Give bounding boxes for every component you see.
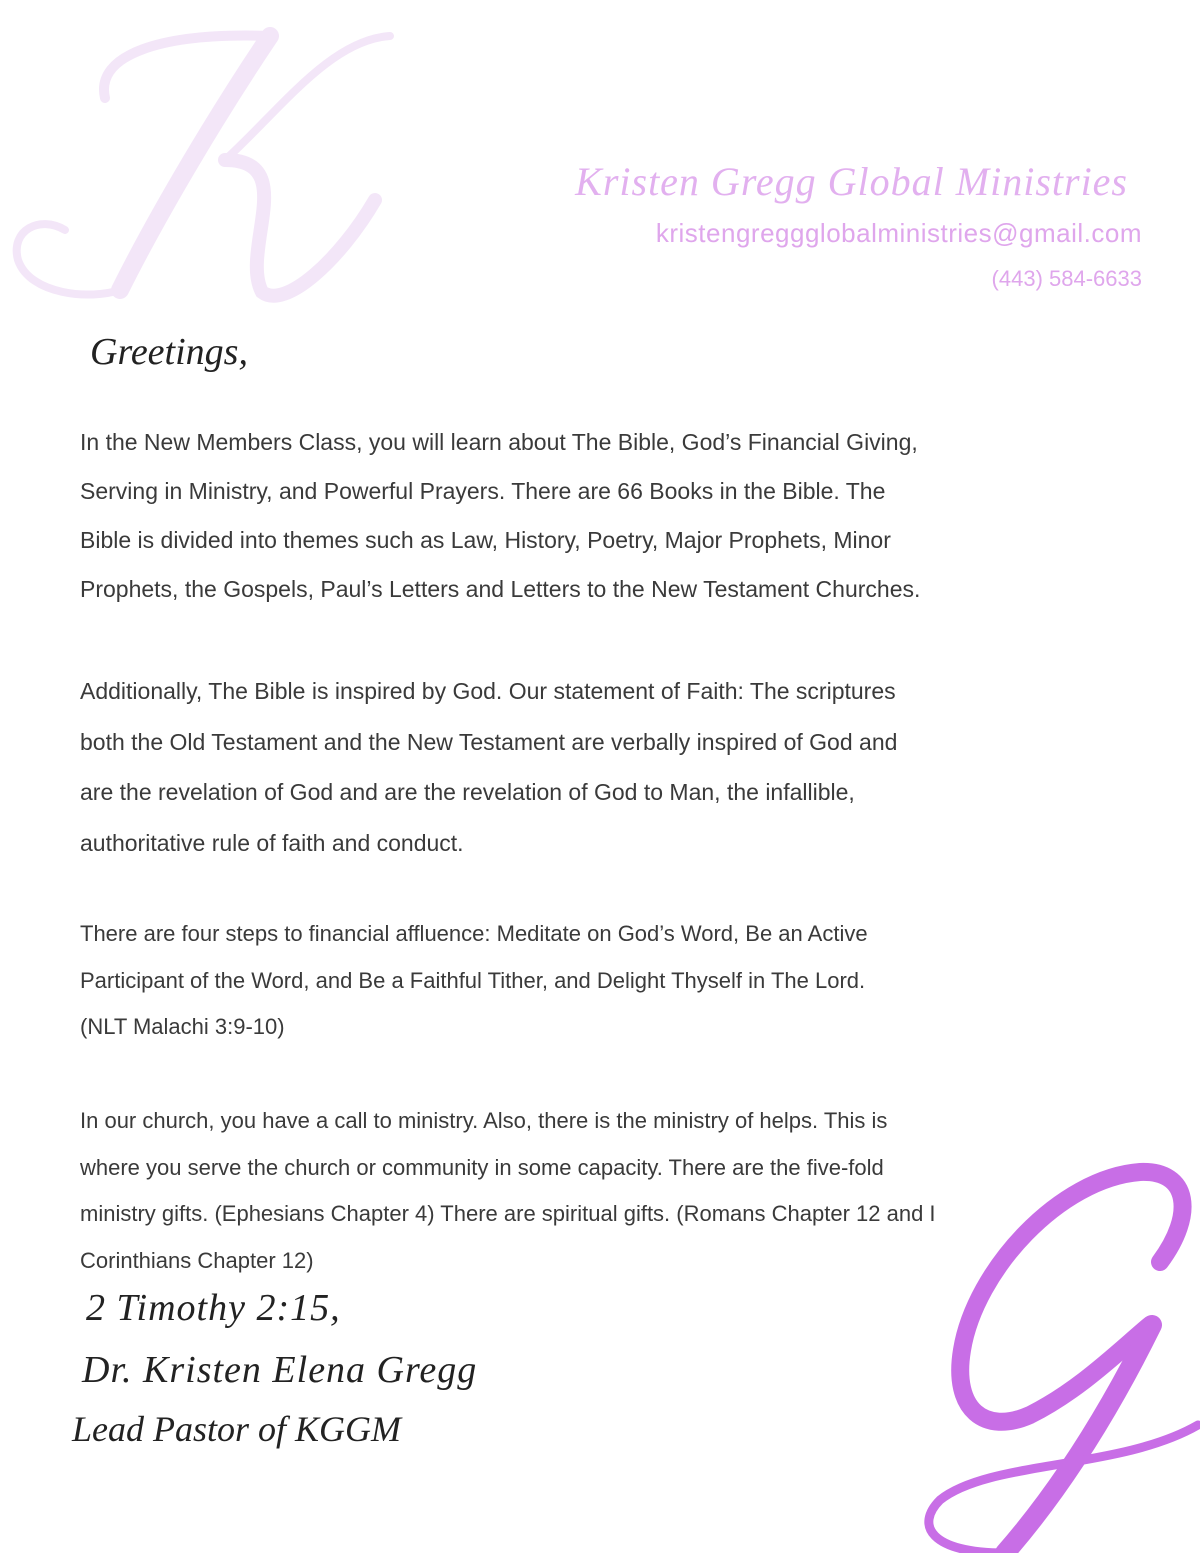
k-monogram-logo: [17, 36, 390, 296]
text-line: Corinthians Chapter 12): [80, 1247, 314, 1273]
text-line: Participant of the Word, and Be a Faithful Tither, and Delight Thyself in The Lord.: [80, 967, 866, 993]
text-line: There are four steps to financial affluence: Meditate on God’s Word, Be an Active: [80, 921, 868, 946]
g-cross-swash: [929, 1425, 1198, 1553]
text-line: In our church, you have a call to ministry. Also, there is the ministry of helps. This is: [80, 1108, 888, 1133]
greeting: Greetings,: [90, 331, 248, 373]
signature-name: Dr. Kristen Elena Gregg: [82, 1349, 478, 1391]
paragraph-financial-affluence: [80, 911, 868, 1051]
text-line: ministry gifts. (Ephesians Chapter 4) There are spiritual gifts. (Romans Chapter 12 and I: [80, 1201, 936, 1226]
g-monogram-logo: [929, 1172, 1198, 1553]
contact-phone[interactable]: (443) 584-6633: [991, 266, 1142, 291]
g-bowl: [960, 1172, 1182, 1422]
g-descender: [1005, 1325, 1152, 1553]
paragraph-bible-overview: [80, 418, 920, 614]
text-line: Additionally, The Bible is inspired by God. Our statement of Faith: The scriptures: [80, 678, 896, 704]
k-bottom-flourish: [17, 224, 120, 294]
contact-email[interactable]: kristengreggglobalministries@gmail.com: [655, 218, 1142, 248]
text-line: authoritative rule of faith and conduct.: [80, 829, 464, 856]
text-line: Serving in Ministry, and Powerful Prayers. There are 66 Books in the Bible. The: [80, 478, 886, 504]
k-leg: [225, 160, 375, 296]
text-line: Bible is divided into themes such as Law, History, Poetry, Major Prophets, Minor: [80, 527, 891, 553]
text-line: (NLT Malachi 3:9-10): [80, 1014, 285, 1039]
text-line: In the New Members Class, you will learn about The Bible, God’s Financial Giving,: [80, 429, 918, 455]
ministry-title: Kristen Gregg Global Ministries: [575, 159, 1128, 204]
signature-verse: 2 Timothy 2:15,: [86, 1287, 341, 1329]
k-stem: [120, 36, 270, 290]
paragraph-ministry-call: [80, 1098, 936, 1284]
text-line: Prophets, the Gospels, Paul’s Letters and Letters to the New Testament Churches.: [80, 576, 921, 602]
text-line: both the Old Testament and the New Testament are verbally inspired of God and: [80, 728, 898, 755]
text-line: are the revelation of God and are the revelation of God to Man, the infallible,: [80, 779, 855, 805]
k-top-swash: [104, 36, 270, 98]
signature-role: Lead Pastor of KGGM: [72, 1409, 402, 1449]
k-arm: [225, 36, 390, 160]
paragraph-statement-of-faith: [80, 666, 897, 868]
text-line: where you serve the church or community in some capacity. There are the five-fold: [80, 1154, 884, 1180]
